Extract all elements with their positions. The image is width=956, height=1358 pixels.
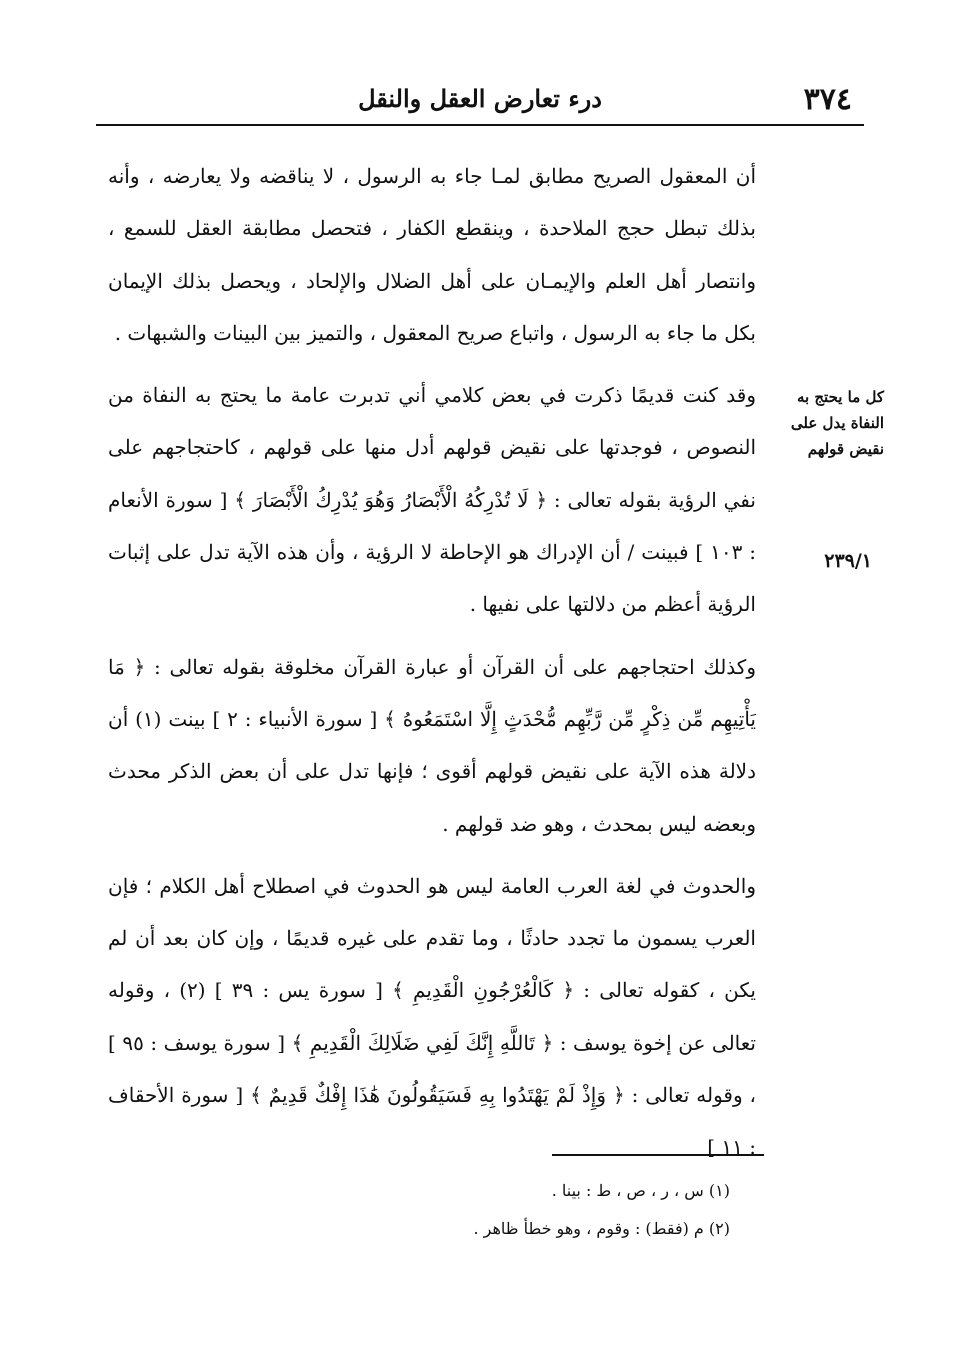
footnote-rule — [552, 1154, 764, 1156]
margin-note: كل ما يحتج به النفاة يدل على نقيض قولهم — [790, 388, 884, 458]
paragraph-1: أن المعقول الصريح مطابق لمـا جاء به الرسول ، لا يناقضه ولا يعارضه ، وأنه بذلك تبطل حجج الملاحدة ، وينقطع الكفار ، فتحصل مطابقة العقل للسمع ، وانتصار أهل العلم والإيمـان على أهل الضلال والإلحاد ، ويحصل بذلك الإيمان بكل ما جاء به الرسول ، واتباع صريح المعقول ، والتميز بين البينات والشبهات . — [108, 164, 756, 345]
paragraph-gap — [108, 631, 756, 641]
paragraph-3: وكذلك احتجاجهم على أن القرآن أو عبارة القرآن مخلوقة بقوله تعالى : ﴿ مَا يَأْتِيهِم مِّن ذِكْرٍ مِّن رَّبِّهِم مُّحْدَثٍ إِلَّا اسْتَمَعُوهُ ﴾ [ سورة الأنبياء : ٢ ] بينت (١) أن دلالة هذه الآية على نقيض قولهم أقوى ؛ فإنها تدل على أن بعض الذكر محدث وبعضه ليس بمحدث ، وهو ضد قولهم . — [108, 654, 756, 836]
paragraph-gap — [108, 359, 756, 369]
body-text — [108, 150, 756, 1174]
footnotes — [300, 1172, 730, 1248]
margin-page-reference: ٢٣٩/١ — [824, 550, 872, 572]
footnote-2: (٢) م (فقط) : وقوم ، وهو خطأ ظاهر . — [473, 1219, 730, 1238]
paragraph-2: وقد كنت قديمًا ذكرت في بعض كلامي أني تدبرت عامة ما يحتج به النفاة من النصوص ، فوجدتها على نقيض قولهم أدل منها على قولهم ، كاحتجاجهم على نفي الرؤية بقوله تعالى : ﴿ لَا تُدْرِكُهُ الْأَبْصَارُ وَهُوَ يُدْرِكُ الْأَبْصَارَ ﴾ [ سورة الأنعام : ١٠٣ ] فبينت / أن الإدراك هو الإحاطة لا الرؤية ، وأن هذه الآية تدل على إثبات الرؤية أعظم من دلالتها على نفيها . — [108, 383, 756, 617]
paragraph-4: والحدوث في لغة العرب العامة ليس هو الحدوث في اصطلاح أهل الكلام ؛ فإن العرب يسمون ما تجدد حادثًا ، وما تقدم على غيره قديمًا ، وإن كان بعد أن لم يكن ، كقوله تعالى : ﴿ كَالْعُرْجُونِ الْقَدِيمِ ﴾ [ سورة يس : ٣٩ ] (٢) ، وقوله تعالى عن إخوة يوسف : ﴿ تَاللَّهِ إِنَّكَ لَفِي ضَلَالِكَ الْقَدِيمِ ﴾ [ سورة يوسف : ٩٥ ] ، وقوله تعالى : ﴿ وَإِذْ لَمْ يَهْتَدُوا بِهِ فَسَيَقُولُونَ هَٰذَا إِفْكٌ قَدِيمٌ ﴾ [ سورة الأحقاف : ١١ ] — [108, 873, 756, 1160]
page-header — [96, 76, 864, 122]
footnote-1: (١) س ، ر ، ص ، ط : بينا . — [551, 1181, 730, 1200]
page-number: ٣٧٤ — [803, 82, 852, 117]
paragraph-gap — [108, 850, 756, 860]
header-rule — [96, 124, 864, 126]
running-title: درء تعارض العقل والنقل — [358, 84, 602, 113]
